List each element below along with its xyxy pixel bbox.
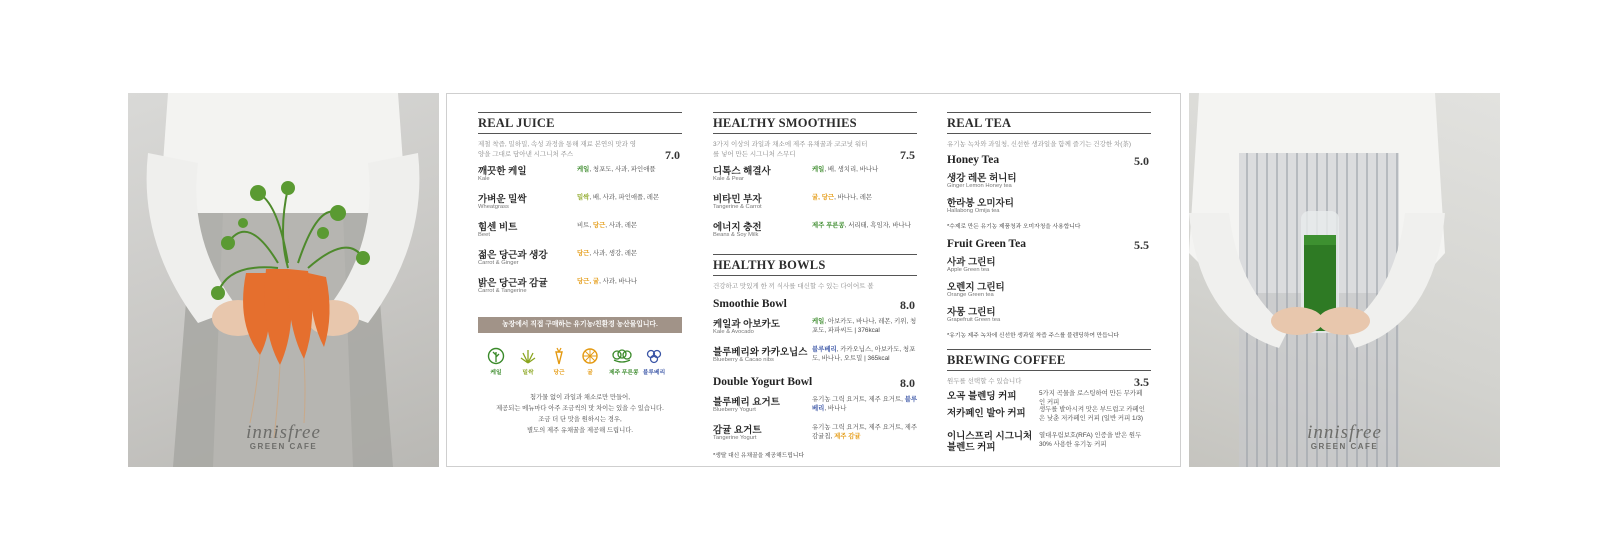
citrus-icon: 귤 bbox=[577, 347, 603, 376]
menu-item: 가벼운 밀싹 Wheatgrass 밀싹, 배, 사과, 파인애플, 레몬 bbox=[478, 194, 660, 210]
blueberry-icon: 블루베리 bbox=[641, 347, 667, 376]
section-title: BREWING COFFEE bbox=[947, 349, 1151, 371]
menu-item: 생강 레몬 허니티 Ginger Lemon Honey tea bbox=[947, 173, 1017, 189]
price: 7.5 bbox=[900, 148, 915, 162]
footnote: *수제로 만든 유기농 제품청과 오미자청을 사용합니다 bbox=[947, 224, 1081, 230]
organic-notice-bar: 농장에서 직접 구매하는 유기농/친환경 농산물입니다. bbox=[478, 317, 682, 333]
menu-item: 깨끗한 케일 Kale 케일, 청포도, 사과, 파인애플 bbox=[478, 166, 656, 182]
tea-coffee-section bbox=[947, 112, 1151, 457]
subsection-header: Fruit Green Tea 5.5 bbox=[947, 238, 1149, 252]
menu-board bbox=[446, 93, 1181, 467]
menu-item: 이니스프리 시그니처 블렌드 커피 열대우림보호(RFA) 인증을 받은 원두 30% 사용한 유기농 커피 bbox=[947, 431, 1142, 453]
section-description: 3가지 이상의 과일과 채소에 제주 유채꿀과 코코넛 워터를 넣어 만든 시그니처 스무디 bbox=[713, 141, 868, 158]
price: 7.0 bbox=[665, 148, 680, 162]
smoothies-bowls-section bbox=[713, 112, 917, 459]
section-description: 유기농 녹차와 과일청, 신선한 생과일을 함께 즐기는 건강한 차(茶) bbox=[947, 141, 1132, 148]
menu-item: 힘센 비트 Beet 비트, 당근, 사과, 레몬 bbox=[478, 222, 638, 238]
section-description: 원두를 선택할 수 있습니다 bbox=[947, 378, 1022, 385]
menu-item: 젊은 당근과 생강 Carrot & Ginger 당근, 사과, 생강, 레몬 bbox=[478, 250, 638, 266]
green-juice-photo bbox=[1189, 93, 1500, 467]
menu-item: 오렌지 그린티 Orange Green tea bbox=[947, 282, 1005, 298]
section-title: HEALTHY BOWLS bbox=[713, 254, 917, 276]
wheatgrass-icon: 밀싹 bbox=[515, 347, 541, 376]
footnote: *생탈 대신 유채꿀을 제공해드립니다 bbox=[713, 453, 805, 459]
carrot-icon: 당근 bbox=[546, 347, 572, 376]
real-juice-section bbox=[478, 112, 682, 300]
subsection-header: Double Yogurt Bowl 8.0 bbox=[713, 376, 915, 390]
menu-item: 감귤 요거트 Tangerine Yogurt 유기농 그릭 요거트, 제주 요거트, 제주 감귤칩, 제주 감귤 bbox=[713, 424, 918, 441]
menu-item: 사과 그린티 Apple Green tea bbox=[947, 257, 996, 273]
menu-item: 밝은 당근과 감귤 Carrot & Tangerine 당근, 귤, 사과, 바나나 bbox=[478, 278, 638, 294]
menu-item: 오곡 블렌딩 커피 5가지 곡물을 로스팅하여 만든 무카페인 커피 bbox=[947, 390, 1143, 406]
menu-item: 에너지 충전 Beans & Soy Milk 제주 푸른콩, 서리태, 흑임자, 바나나 bbox=[713, 222, 911, 238]
menu-item: 블루베리 요거트 Blueberry Yogurt 유기농 그릭 요거트, 제주 요거트, 블루베리, 바나나 bbox=[713, 396, 918, 413]
menu-item: 자몽 그린티 Grapefruit Green tea bbox=[947, 307, 1001, 323]
menu-item: 한라봉 오미자티 Hallabong Omija tea bbox=[947, 198, 1014, 214]
subsection-header: Honey Tea 5.0 bbox=[947, 154, 1149, 168]
section-title: REAL TEA bbox=[947, 112, 1151, 134]
price: 3.5 bbox=[1134, 375, 1149, 389]
menu-item: 케일과 아보카도 Kale & Avocado 케일, 아보카도, 바나나, 레몬, 키위, 청포도, 파파씨드 | 376kcal bbox=[713, 318, 917, 335]
section-title: HEALTHY SMOOTHIES bbox=[713, 112, 917, 134]
section-description: 제철 착즙, 밀하밀, 속성 과정을 통해 재료 본연의 맛과 영양을 그대로 담아낸 시그니처 주스 bbox=[478, 141, 637, 158]
menu-item: 디톡스 해결사 Kale & Pear 케일, 배, 생치리, 바나나 bbox=[713, 166, 879, 182]
menu-item: 저카페인 발아 커피 생두를 발아시켜 맛은 부드럽고 카페인은 낮춘 저카페인 커피 (일반 커피 1/3) bbox=[947, 406, 1145, 422]
menu-item: 비타민 부자 Tangerine & Carrot 귤, 당근, 바나나, 레몬 bbox=[713, 194, 873, 210]
menu-item: 블루베리와 카카오닙스 Blueberry & Cacao nibs 블루베리, 카카오닙스, 아보카도, 청포도, 바나나, 오트밀 | 365kcal bbox=[713, 346, 916, 363]
subsection-header: Smoothie Bowl 8.0 bbox=[713, 298, 915, 312]
footnote: *유기농 제주 녹차에 신선한 생과일 착즙 주스를 블렌딩하여 만듭니다 bbox=[947, 333, 1119, 339]
carrot-photo bbox=[128, 93, 439, 467]
closing-note: 첨가물 없이 과일과 채소로만 만들어, 제공되는 메뉴마다 아주 조금씩의 맛 차이는 있을 수 있습니다. 조금 더 단 맛을 원하시는 경우, 별도의 제주 유채꿀을 제공해 드립니다. bbox=[496, 394, 664, 434]
section-title: REAL JUICE bbox=[478, 112, 682, 134]
ingredient-icons bbox=[483, 347, 683, 377]
section-description: 건강하고 맛있게 한 끼 식사를 대신할 수 있는 다이어트 볼 bbox=[713, 283, 874, 290]
brand-logo: innisfree GREEN CAFE bbox=[1307, 422, 1382, 451]
jeju-greens-icon: 제주 푸른콩 bbox=[609, 347, 635, 376]
brand-logo: innisfree GREEN CAFE bbox=[246, 422, 321, 451]
kale-icon: 케일 bbox=[483, 347, 509, 376]
